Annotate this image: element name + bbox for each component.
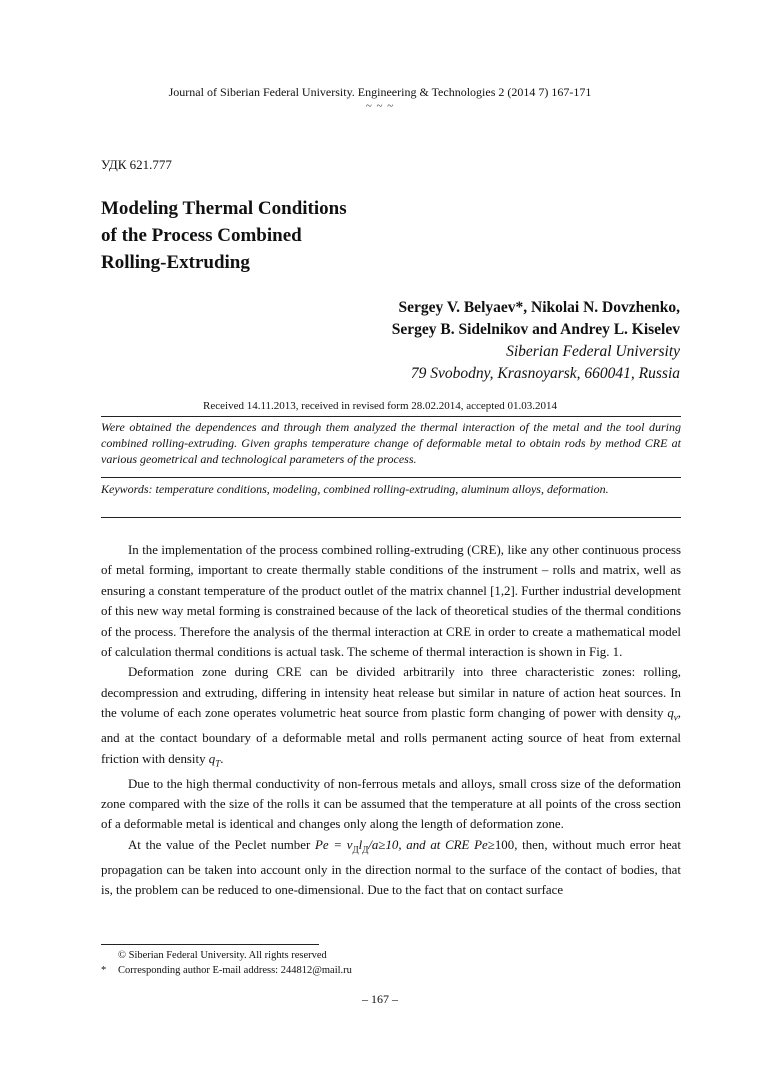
journal-header: Journal of Siberian Federal University. Engineering & Technologies 2 (2014 7) 167-171: [168, 85, 592, 99]
body-paragraph: Due to the high thermal conductivity of non-ferrous metals and alloys, small cross size of the deformation zone compared with the size of the rolls it can be assumed that the temperature at all points of the cross section of a deformable metal is identical and changes only along the length of deformation zone.: [101, 776, 681, 832]
address: 79 Svobodny, Krasnoyarsk, 660041, Russia: [410, 365, 680, 382]
body-text: [101, 540, 681, 901]
abstract: Were obtained the dependences and through them analyzed the thermal interaction of the metal and the tool during combined rolling-extruding. Given graphs temperature change of deformable metal to obtain rods by method CRE at various geometrical and technological parameters of the process.: [101, 420, 681, 466]
affiliation: Siberian Federal University: [506, 343, 680, 360]
author-block: [392, 297, 680, 385]
corresponding-footnote: [101, 965, 352, 976]
header-ornament: ~ ~ ~: [365, 100, 395, 112]
abstract-divider: [101, 477, 681, 478]
copyright-footnote: © Siberian Federal University. All rights reserved: [118, 950, 327, 961]
body-paragraph: At the value of the Peclet number $Pe = v_Дl_Д/a\ge 10$, and at CRE Pe≥100, then, without much error heat propagation can be taken into account only in the direction normal to the surface of the contact of bodies, that is, the problem can be reduced to one-dimensional. Due to the fact that on contact surface: [101, 837, 681, 898]
title-line: Rolling-Extruding: [101, 252, 250, 273]
keywords: Keywords: temperature conditions, modeling, combined rolling-extruding, aluminum alloys, deformation.: [101, 482, 609, 496]
paper-title: [101, 195, 501, 276]
abstract-top-rule: [101, 416, 681, 417]
author-names: Sergey B. Sidelnikov and Andrey L. Kiselev: [391, 321, 680, 338]
udk-code: УДК 621.777: [101, 157, 172, 172]
title-line: Modeling Thermal Conditions: [101, 198, 347, 219]
keywords-bottom-rule: [101, 517, 681, 518]
page-number: – 167 –: [362, 992, 398, 1006]
footnote-email: Corresponding author E-mail address: 244812@mail.ru: [118, 965, 352, 976]
body-paragraph: In the implementation of the process combined rolling-extruding (CRE), like any other continuous process of metal forming, important to create thermally stable conditions of the instrument – rolls and matrix, well as ensuring a constant temperature of the product outlet of the matrix channel [1,2]. Further industrial development of this new way metal forming is constrained because of the lack of theoretical studies of the thermal conditions of the process. Therefore the analysis of the thermal interaction at CRE in order to create a mathematical model of calculation thermal conditions is actual task. The scheme of thermal interaction is shown in Fig. 1.: [101, 543, 681, 660]
body-paragraph: Deformation zone during CRE can be divided arbitrarily into three characteristic zones: rolling, decompression and extruding, differing in intensity heat release but similar in nature of action heat sources. In the volume of each zone operates volumetric heat source from plastic form changing of power with density $q_v$, and at the contact boundary of a deformable metal and rolls permanent acting source of heat from external friction with density $q_T$.: [101, 665, 681, 769]
footnote-rule: [101, 944, 319, 945]
title-line: of the Process Combined: [101, 225, 302, 246]
received-dates: Received 14.11.2013, received in revised form 28.02.2014, accepted 01.03.2014: [203, 400, 557, 412]
author-names: Sergey V. Belyaev*, Nikolai N. Dovzhenko,: [398, 299, 680, 316]
footnote-mark: *: [101, 965, 107, 976]
